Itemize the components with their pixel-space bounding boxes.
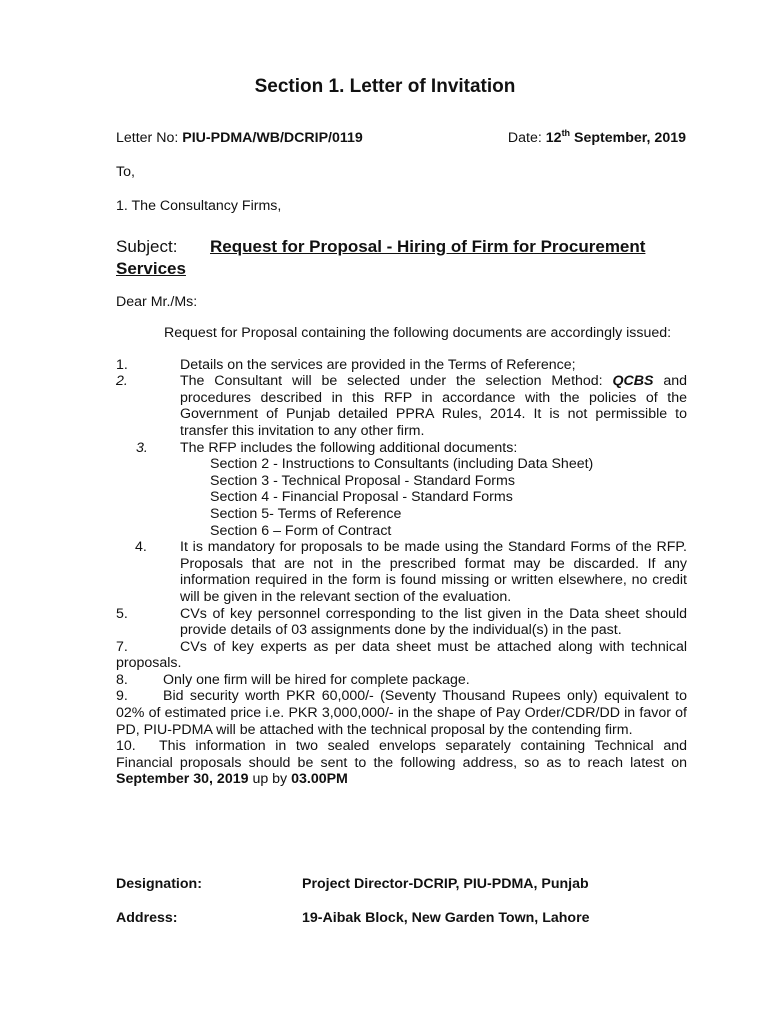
subject-label: Subject:	[116, 237, 178, 256]
deadline-date: September 30, 2019	[116, 771, 249, 788]
document-entry: Section 3 - Technical Proposal - Standard Forms	[210, 472, 515, 489]
list-item-4-text: It is mandatory for proposals to be made using the Standard Forms of the RFP. Proposals that are not in the prescribed format may be discarded. If any information required in the form is found missing or written elsewhere, no credit will be given in the relevant section of the evaluation.	[180, 539, 687, 605]
list-item-3-text: The RFP includes the following additional documents:	[180, 439, 518, 456]
document-entry: Section 5- Terms of Reference	[210, 505, 402, 522]
intro-paragraph: Request for Proposal containing the following documents are accordingly issued:	[164, 325, 672, 341]
list-item-5	[116, 606, 687, 639]
address-value: 19-Aibak Block, New Garden Town, Lahore	[302, 910, 590, 926]
letter-body	[116, 325, 687, 788]
list-item-7	[116, 639, 687, 672]
list-item-5-number: 5.	[116, 605, 128, 622]
list-item-4	[116, 539, 687, 605]
list-item-10-number: 10.	[116, 738, 136, 755]
page-title: Section 1. Letter of Invitation	[254, 76, 516, 97]
list-item-10	[116, 738, 687, 788]
list-item-5-text: CVs of key personnel corresponding to the list given in the Data sheet should provide details of 03 assignments done by the individual(s) in the past.	[180, 605, 687, 639]
list-item-3	[116, 440, 687, 457]
list-item-9-number: 9.	[116, 688, 128, 705]
additional-documents-list	[116, 456, 687, 539]
list-item-1	[116, 357, 687, 374]
letter-date-rest: September, 2019	[570, 130, 686, 146]
list-item-9-text: Bid security worth PKR 60,000/- (Seventy Thousand Rupees only) equivalent to 02% of estimated price i.e. PKR 3,000,000/- in the shape of Pay Order/CDR/DD in favor of PD, PIU-PDMA will be attached with the technical proposal by the contending firm.	[116, 688, 687, 738]
list-item-2	[116, 373, 687, 439]
document-entry: Section 2 - Instructions to Consultants (including Data Sheet)	[210, 456, 594, 473]
subject-title: Request for Proposal - Hiring of Firm for Procurement Services	[116, 237, 646, 278]
selection-method: QCBS	[612, 373, 654, 390]
list-item-2-text-before: The Consultant will be selected under the selection Method:	[180, 373, 613, 390]
document-entry: Section 4 - Financial Proposal - Standard Forms	[210, 489, 513, 506]
designation-label: Designation:	[116, 876, 202, 892]
list-item-8-number: 8.	[116, 671, 128, 688]
list-item-1-text: Details on the services are provided in the Terms of Reference;	[180, 356, 576, 373]
deadline-time: 03.00PM	[291, 771, 348, 788]
list-item-10-text-mid: up by	[248, 771, 292, 788]
list-item-2-number: 2.	[116, 373, 128, 390]
letter-number-value: PIU-PDMA/WB/DCRIP/0119	[182, 130, 363, 146]
letter-number	[116, 130, 363, 146]
list-item-7-text: CVs of key experts as per data sheet must be attached along with technical proposals.	[116, 638, 687, 672]
letter-date-suffix: th	[561, 128, 571, 138]
list-item-2-text-after: and procedures described in this RFP in accordance with the policies of the Government of Punjab detailed PPRA Rules, 2014. It is not permissible to transfer this invitation to any other firm.	[180, 373, 688, 439]
document-entry: Section 6 – Form of Contract	[210, 522, 392, 539]
letter-number-label: Letter No:	[116, 130, 183, 146]
list-item-4-number: 4.	[135, 539, 147, 556]
list-item-10-text-before: This information in two sealed envelops separately containing Technical and Financial proposals should be sent to the following address, so as to reach latest on	[116, 738, 687, 771]
letter-date-day: 12	[545, 130, 562, 146]
subject-line	[116, 236, 686, 280]
designation-value: Project Director-DCRIP, PIU-PDMA, Punjab	[302, 876, 589, 892]
list-item-8	[116, 672, 687, 689]
address-label: Address:	[116, 910, 178, 926]
list-item-7-number: 7.	[116, 638, 128, 655]
list-item-1-number: 1.	[116, 356, 128, 373]
list-item-3-number: 3.	[136, 439, 148, 456]
letter-date	[508, 130, 686, 146]
salutation: Dear Mr./Ms:	[116, 294, 198, 310]
list-item-9	[116, 688, 687, 738]
letter-date-label: Date:	[507, 130, 546, 146]
to-label: To,	[116, 164, 135, 180]
list-item-8-text: Only one firm will be hired for complete package.	[163, 671, 470, 688]
recipient: 1. The Consultancy Firms,	[116, 198, 282, 214]
